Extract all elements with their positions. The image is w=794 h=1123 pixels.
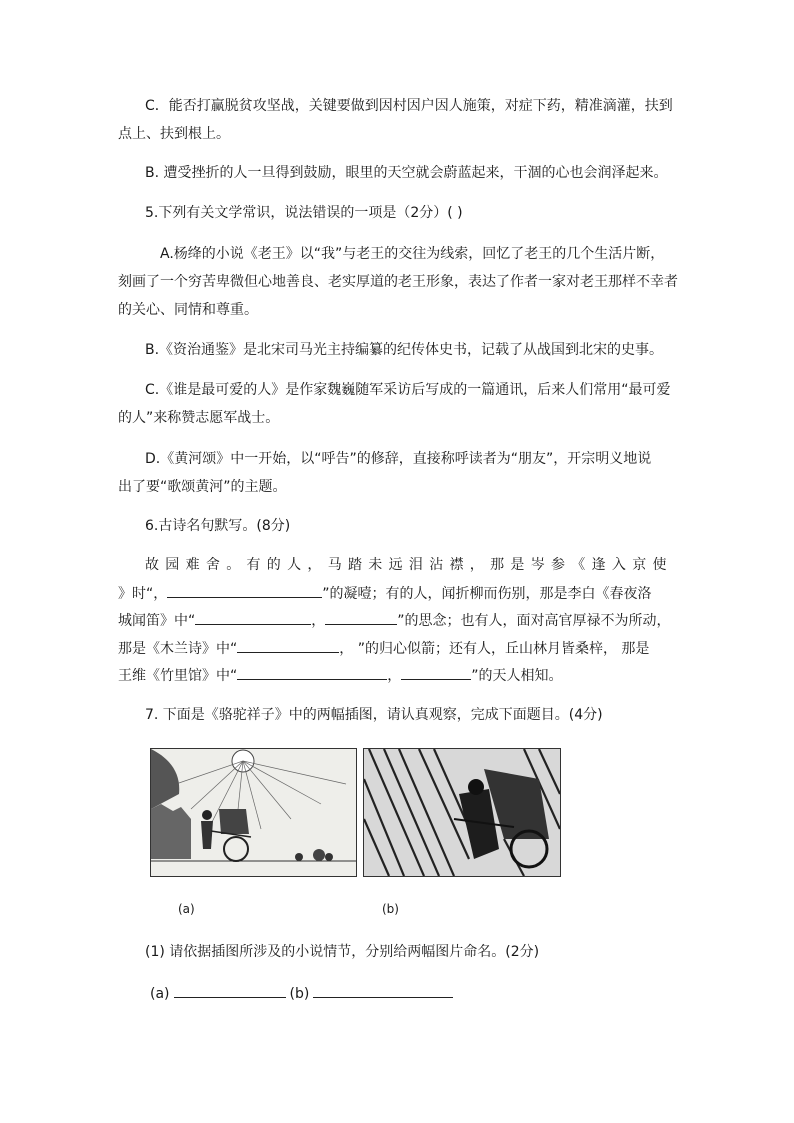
- q7-answer-a-label: (a): [150, 986, 170, 1002]
- illustration-a: [150, 748, 357, 877]
- q4-option-b: B. 遭受挫折的人一旦得到鼓励，眼里的天空就会蔚蓝起来，干涸的心也会润泽起来。: [145, 165, 668, 181]
- q5-stem: 5.下列有关文学常识，说法错误的一项是（2分）( ): [145, 205, 463, 221]
- q6-stem: 6.古诗名句默写。(8分): [145, 518, 291, 534]
- illustration-b: [363, 748, 561, 877]
- q5-option-b: B.《资治通鉴》是北宋司马光主持编纂的纪传体史书，记载了从战国到北宋的史事。: [145, 342, 664, 358]
- q6-blank-4[interactable]: [237, 638, 339, 653]
- q5-option-a-line3: 的关心、同情和尊重。: [118, 302, 258, 318]
- caption-a: (a): [178, 902, 195, 916]
- q4-option-c-line2: 点上、扶到根上。: [118, 126, 230, 142]
- q6-passage-line2: [118, 583, 652, 604]
- q7-sub1: (1) 请依据插图所涉及的小说情节，分别给两幅图片命名。(2分): [145, 944, 540, 960]
- q6-line2-tail: ”的凝噎；有的人，闻折柳而伤别，那是李白《春夜洛: [322, 586, 652, 602]
- q6-line3-comma: ，: [311, 613, 326, 629]
- q6-blank-5[interactable]: [237, 665, 387, 680]
- illustration-a-drawing: [151, 749, 356, 876]
- q5-option-d-line2: 出了要“歌颂黄河”的主题。: [118, 479, 287, 495]
- q5-option-d-line1: D.《黄河颂》中一开始，以“呼告”的修辞，直接称呼读者为“朋友”，开宗明义地说: [145, 451, 652, 467]
- q7-answer-line: [150, 983, 453, 1004]
- caption-b: (b): [382, 902, 399, 916]
- q6-passage-line1: 故园难舍。有的人，马踏未远泪沾襟，那是岑参《逢入京使: [145, 557, 673, 573]
- q5-option-c-line1: C.《谁是最可爱的人》是作家魏巍随军采访后写成的一篇通讯，后来人们常用“最可爱: [145, 382, 671, 398]
- q6-line5-tail: ”的天人相知。: [471, 668, 563, 684]
- q6-line5-comma: ，: [387, 668, 402, 684]
- q6-line4-lead: 那是《木兰诗》中“: [118, 641, 238, 657]
- q6-passage-line5: [118, 665, 563, 686]
- q6-blank-6[interactable]: [401, 665, 471, 680]
- q6-passage-line4: [118, 638, 649, 659]
- q4-option-c-line1: C．能否打赢脱贫攻坚战，关键要做到因村因户因人施策，对症下药，精准滴灌，扶到: [145, 98, 673, 114]
- q5-option-a-line1: A.杨绛的小说《老王》以“我”与老王的交往为线索，回忆了老王的几个生活片断，: [160, 246, 665, 262]
- q7-answer-a-blank[interactable]: [174, 983, 286, 998]
- q6-blank-2[interactable]: [195, 610, 311, 625]
- q7-answer-b-blank[interactable]: [313, 983, 453, 998]
- q5-option-c-line2: 的人”来称赞志愿军战士。: [118, 410, 280, 426]
- q6-line4-tail: ， ”的归心似箭；还有人，丘山林月皆桑梓， 那是: [339, 641, 650, 657]
- q5-option-a-line2: 刻画了一个穷苦卑微但心地善良、老实厚道的老王形象，表达了作者一家对老王那样不幸者: [118, 274, 678, 290]
- q6-line5-lead: 王维《竹里馆》中“: [118, 668, 238, 684]
- q6-blank-3[interactable]: [325, 610, 397, 625]
- q6-line3-tail: ”的思念；也有人，面对高官厚禄不为所动，: [397, 613, 671, 629]
- q6-passage-line3: [118, 610, 671, 631]
- q6-line2-lead: 》时“，: [118, 586, 168, 602]
- q6-line3-lead: 城闻笛》中“: [118, 613, 196, 629]
- q7-answer-b-label: (b): [289, 986, 310, 1002]
- q7-stem: 7. 下面是《骆驼祥子》中的两幅插图，请认真观察，完成下面题目。(4分): [145, 707, 603, 723]
- q6-blank-1[interactable]: [167, 583, 322, 598]
- illustration-b-drawing: [364, 749, 560, 876]
